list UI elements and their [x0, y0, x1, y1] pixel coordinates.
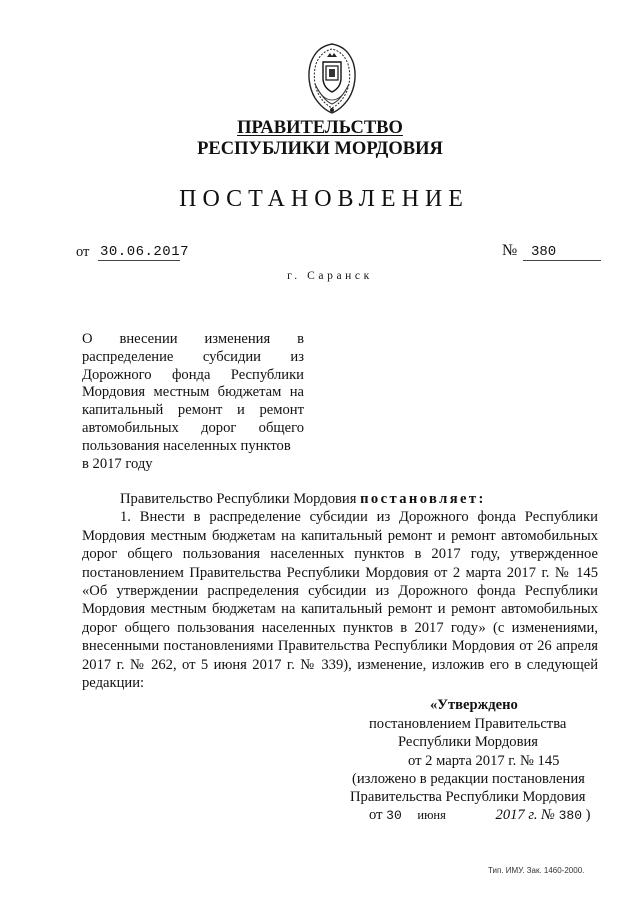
intro-paragraph: [82, 490, 598, 508]
approval-line-7: [369, 806, 591, 825]
government-title-line1: ПРАВИТЕЛЬСТВО: [237, 118, 403, 138]
intro-prefix: Правительство Республики Мордовия: [120, 491, 357, 507]
approval-day: 30: [386, 808, 402, 823]
approval-line-5: (изложено в редакции постановления: [352, 771, 585, 787]
approval-year-number-label: 2017 г. №: [495, 807, 555, 823]
subject-text: О внесении изменения в распределение субсидии из Дорожного фонда Республики Мордовия местным бюджетам на капитальный ремонт и ремонт автомобильных дорог общего пользования населенных пунктов: [82, 331, 304, 454]
number-prefix: №: [502, 242, 518, 259]
intro-decree-word: постановляет:: [360, 491, 486, 507]
approval-line-3: Республики Мордовия: [398, 734, 539, 750]
approval-line-4: от 2 марта 2017 г. № 145: [408, 753, 560, 769]
approval-date-prefix: от: [369, 807, 383, 823]
approval-line-2: постановлением Правительства: [369, 716, 567, 732]
document-number: 380: [523, 244, 601, 261]
approval-line-6: Правительства Республики Мордовия: [350, 789, 586, 805]
approval-closing-paren: ): [585, 807, 591, 823]
document-date: 30.06.2017: [100, 244, 190, 260]
print-mark: Тип. ИМУ. Зак. 1460-2000.: [488, 866, 585, 875]
document-body: [82, 490, 598, 692]
approval-heading: «Утверждено: [430, 697, 518, 713]
approval-month: июня: [417, 808, 446, 822]
document-type-title: ПОСТАНОВЛЕНИЕ: [179, 186, 469, 212]
document-subject: [82, 331, 304, 473]
subject-text-last-line: в 2017 году: [82, 455, 153, 472]
date-prefix: от: [76, 244, 90, 260]
government-title-line2: РЕСПУБЛИКИ МОРДОВИЯ: [197, 139, 443, 159]
city-line: г. Саранск: [287, 270, 373, 282]
coat-of-arms-emblem: [301, 40, 363, 116]
approval-number: 380: [558, 808, 582, 823]
paragraph-1: 1. Внести в распределение субсидии из Дорожного фонда Республики Мордовия местным бюджетам на капитальный ремонт и ремонт автомобильных дорог общего пользования населенных пунктов в 2017 году, утвержденное постановлением Правительства Республики Мордовия от 2 марта 2017 г. № 145 «Об утверждении распределения субсидии из Дорожного фонда Республики Мордовия местным бюджетам на капитальный ремонт и ремонт автомобильных дорог общего пользования населенных пунктов в 2017 году» (с изменениями, внесенными постановлениями Правительства Республики Мордовия от 26 апреля 2017 г. № 262, от 5 июня 2017 г. № 339), изменение, изложив его в следующей редакции:: [82, 509, 598, 692]
